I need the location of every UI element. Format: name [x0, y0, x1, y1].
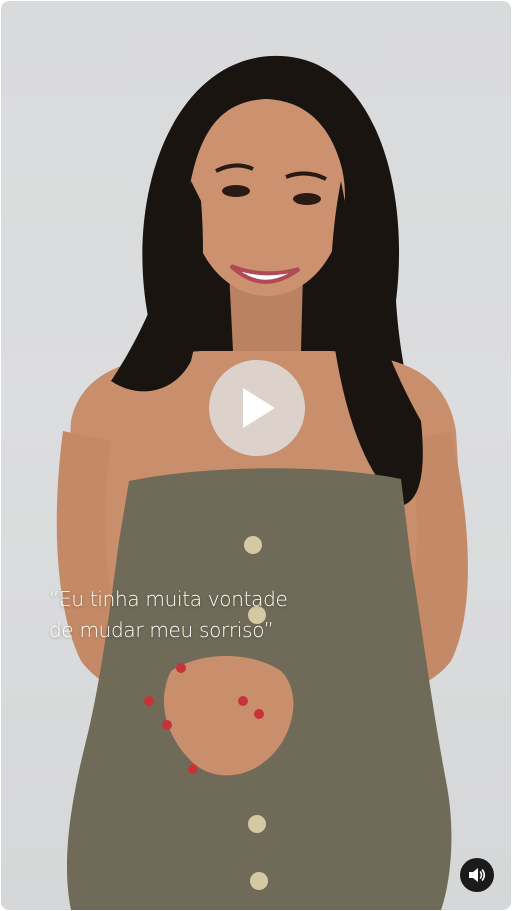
caption-line-2: de mudar meu sorriso”: [49, 618, 274, 642]
play-button[interactable]: [209, 360, 305, 456]
mute-toggle-button[interactable]: [460, 858, 494, 892]
speaker-icon: [468, 867, 486, 883]
video-caption: [49, 584, 349, 646]
face: [189, 96, 345, 296]
video-player[interactable]: [1, 1, 511, 910]
play-icon: [237, 386, 277, 430]
caption-line-1: “Eu tinha muita vontade: [49, 587, 288, 611]
